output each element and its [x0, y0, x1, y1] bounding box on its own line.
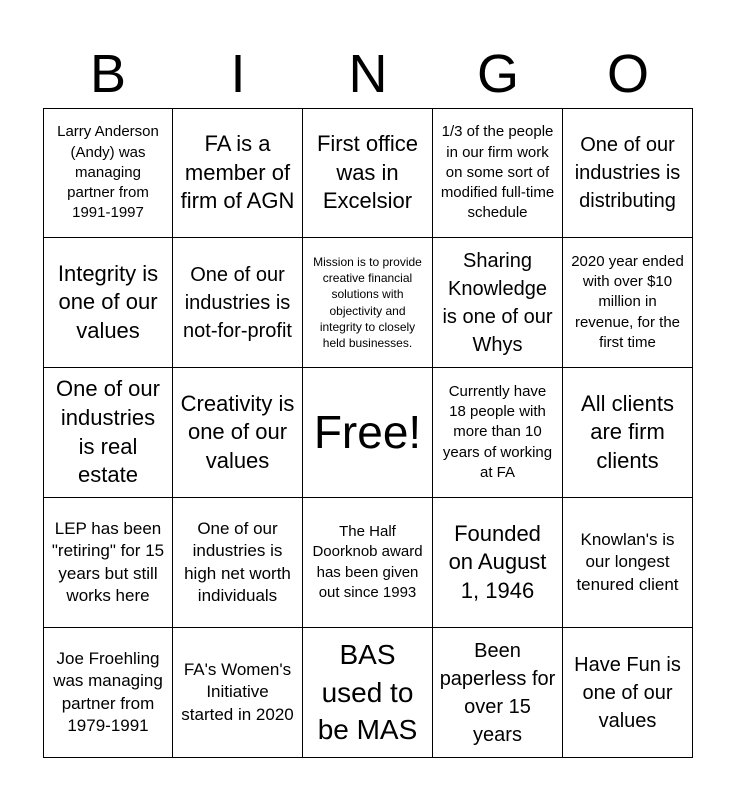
cell-text: Been paperless for over 15 years	[439, 639, 556, 746]
cell-text: FA is a member of firm of AGN	[180, 131, 295, 214]
bingo-cell-r5c5[interactable]	[563, 628, 693, 758]
bingo-cell-r1c4[interactable]	[433, 108, 563, 238]
cell-text: Mission is to provide creative financial solutions with objectivity and integrity to closely held businesses.	[313, 254, 422, 350]
bingo-cell-r3c1[interactable]	[43, 368, 173, 498]
bingo-cell-r4c4[interactable]	[433, 498, 563, 628]
cell-text: Knowlan's is our longest tenured client	[576, 530, 679, 594]
bingo-cell-r4c5[interactable]	[563, 498, 693, 628]
header-letter-i: I	[230, 44, 246, 104]
bingo-cell-r5c1[interactable]	[43, 628, 173, 758]
cell-text: Have Fun is one of our values	[574, 653, 681, 732]
bingo-cell-r5c4[interactable]	[433, 628, 563, 758]
bingo-cell-r2c5[interactable]	[563, 238, 693, 368]
bingo-cell-r2c2[interactable]	[173, 238, 303, 368]
bingo-cell-free[interactable]	[303, 368, 433, 498]
cell-text: One of our industries is distributing	[574, 134, 681, 212]
cell-text: Integrity is one of our values	[57, 260, 159, 343]
bingo-cell-r5c2[interactable]	[173, 628, 303, 758]
bingo-cell-r2c4[interactable]	[433, 238, 563, 368]
cell-text: All clients are firm clients	[581, 390, 674, 473]
cell-text: BAS used to be MAS	[317, 638, 418, 746]
header-letter-b: B	[89, 44, 127, 104]
bingo-cell-r1c3[interactable]	[303, 108, 433, 238]
cell-text: Sharing Knowledge is one of our Whys	[442, 249, 553, 356]
bingo-cell-r1c5[interactable]	[563, 108, 693, 238]
bingo-cell-r4c1[interactable]	[43, 498, 173, 628]
cell-text: Larry Anderson (Andy) was managing partner from 1991-1997	[57, 123, 159, 222]
cell-text: The Half Doorknob award has been given out since 1993	[312, 523, 423, 601]
header-letter-g: G	[476, 44, 519, 104]
free-space-text: Free!	[313, 406, 422, 459]
cell-text: One of our industries is not-for-profit	[183, 263, 292, 342]
cell-text: Currently have 18 people with more than 10 years of working at FA	[442, 382, 553, 481]
cell-text: Creativity is one of our values	[180, 390, 295, 473]
bingo-cell-r2c1[interactable]	[43, 238, 173, 368]
cell-text: Joe Froehling was managing partner from 1979-1991	[53, 649, 163, 735]
cell-text: 1/3 of the people in our firm work on some sort of modified full-time schedule	[440, 123, 555, 222]
cell-text: FA's Women's Initiative started in 2020	[181, 660, 294, 724]
bingo-board	[43, 108, 693, 758]
bingo-cell-r3c4[interactable]	[433, 368, 563, 498]
bingo-cell-r4c3[interactable]	[303, 498, 433, 628]
cell-text: Founded on August 1, 1946	[448, 520, 547, 603]
bingo-cell-r3c2[interactable]	[173, 368, 303, 498]
bingo-cell-r1c1[interactable]	[43, 108, 173, 238]
cell-text: First office was in Excelsior	[316, 131, 419, 214]
bingo-cell-r1c2[interactable]	[173, 108, 303, 238]
bingo-cell-r3c5[interactable]	[563, 368, 693, 498]
header-letter-n: N	[348, 44, 388, 104]
cell-text: 2020 year ended with over $10 million in revenue, for the first time	[571, 252, 684, 351]
bingo-cell-r5c3[interactable]	[303, 628, 433, 758]
bingo-header	[43, 40, 693, 108]
bingo-cell-r4c2[interactable]	[173, 498, 303, 628]
bingo-cell-r2c3[interactable]	[303, 238, 433, 368]
header-letter-o: O	[606, 44, 649, 104]
cell-text: LEP has been "retiring" for 15 years but still works here	[51, 519, 165, 605]
cell-text: One of our industries is high net worth individuals	[184, 519, 291, 605]
cell-text: One of our industries is real estate	[56, 376, 160, 488]
